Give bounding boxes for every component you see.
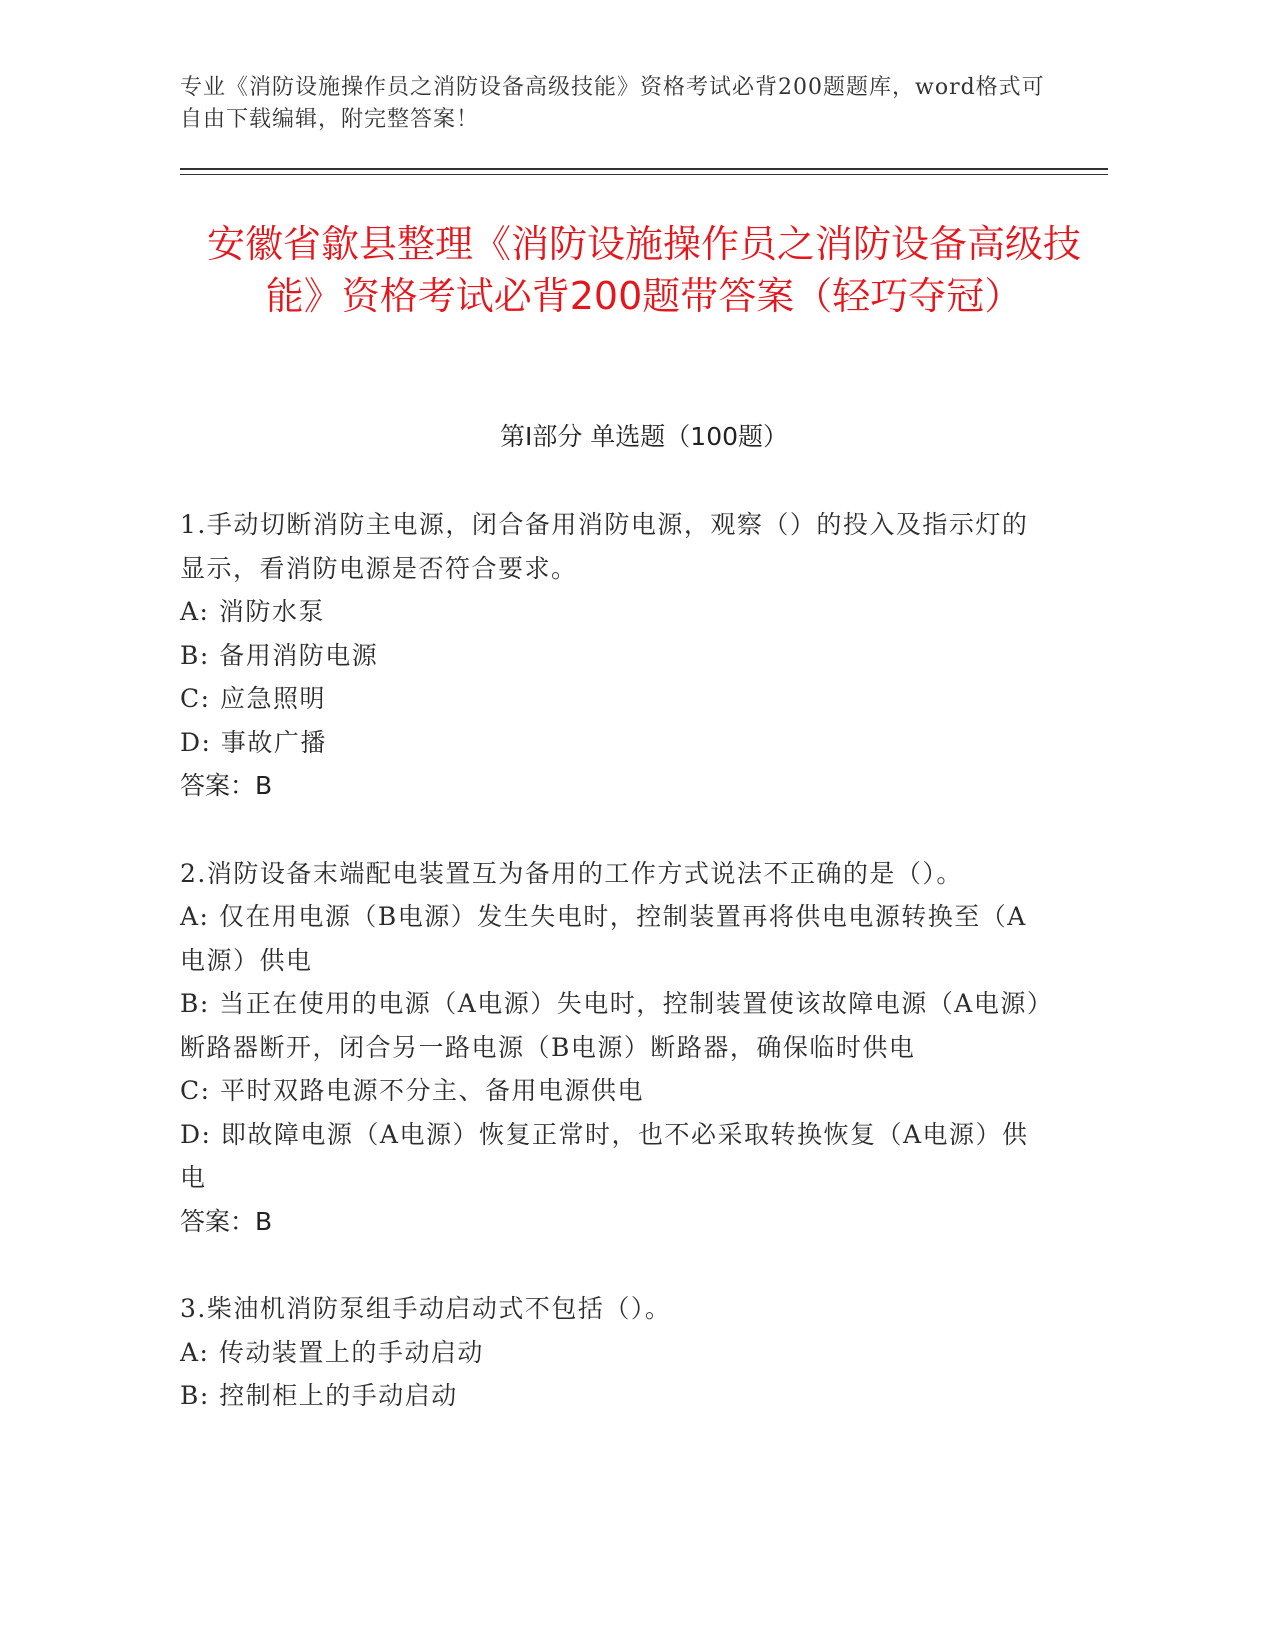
option-d: D: 事故广播 — [180, 727, 327, 757]
option-b: B: 控制柜上的手动启动 — [180, 1381, 458, 1410]
document-title: 安徽省歙县整理《消防设施操作员之消防设备高级技能》资格考试必背200题带答案（轻巧夺冠） — [206, 222, 1081, 318]
answer: 答案：B — [180, 1206, 273, 1236]
option-c: C: 平时双路电源不分主、备用电源供电 — [180, 1076, 644, 1105]
question-text: 2.消防设备末端配电装置互为备用的工作方式说法不正确的是（）。 — [180, 858, 963, 888]
question-1 — [180, 503, 1050, 808]
header-divider-thick — [180, 168, 1108, 170]
question-text: 1.手动切断消防主电源，闭合备用消防电源，观察（）的投入及指示灯的显示，看消防电源是否符合要求。 — [180, 510, 1029, 583]
option-a: A: 消防水泵 — [180, 597, 325, 626]
header-note: 专业《消防设施操作员之消防设备高级技能》资格考试必背200题题库，word格式可自由下载编辑，附完整答案！ — [180, 75, 1045, 132]
option-a: A: 仅在用电源（B电源）发生失电时，控制装置再将供电电源转换至（A电源）供电 — [180, 902, 1027, 975]
option-b: B: 备用消防电源 — [180, 640, 379, 670]
question-3 — [180, 1287, 1050, 1418]
option-a: A: 传动装置上的手动启动 — [180, 1337, 484, 1367]
question-2 — [180, 852, 1050, 1244]
question-list — [180, 503, 1050, 1462]
option-c: C: 应急照明 — [180, 684, 326, 713]
answer: 答案：B — [180, 771, 273, 800]
option-d: D: 即故障电源（A电源）恢复正常时，也不必采取转换恢复（A电源）供电 — [180, 1119, 1029, 1192]
section-title: 第Ⅰ部分 单选题（100题） — [499, 422, 789, 451]
header-divider-thin — [180, 174, 1108, 175]
question-text: 3.柴油机消防泵组手动启动式不包括（）。 — [180, 1294, 672, 1323]
option-b: B: 当正在使用的电源（A电源）失电时，控制装置使该故障电源（A电源）断路器断开，闭合另一路电源（B电源）断路器，确保临时供电 — [180, 989, 1041, 1062]
